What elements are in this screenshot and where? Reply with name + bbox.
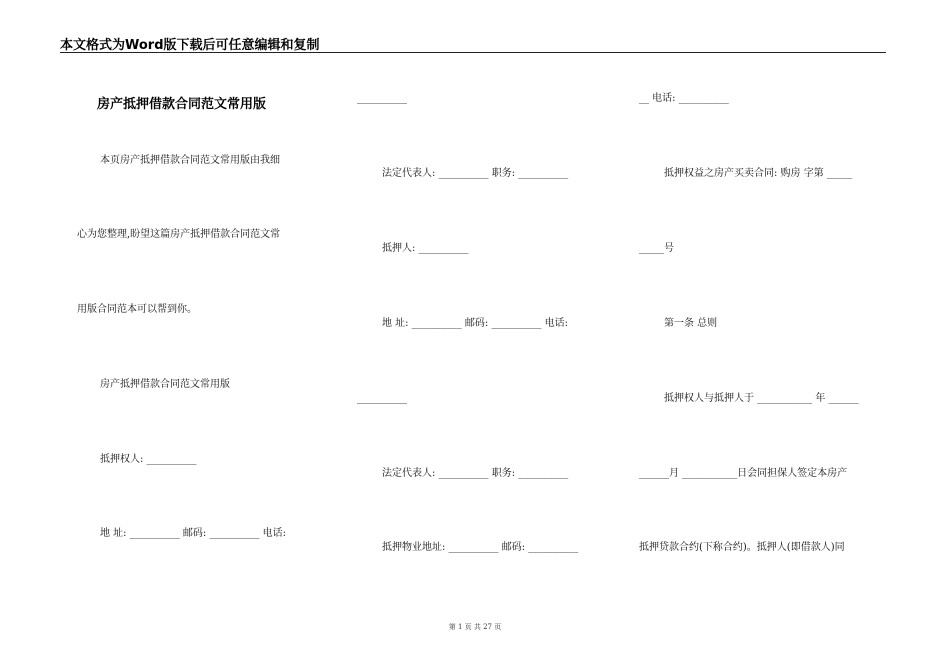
text-line: 第一条 总则: [664, 318, 718, 329]
text-line: ______月 ___________日会同担保人签定本房产: [639, 468, 848, 479]
text-line: __ 电话: __________: [639, 93, 729, 104]
text-line: 法定代表人: __________ 职务: __________: [382, 468, 569, 479]
text-line: 抵押权人与抵押人于 ___________ 年 ______: [664, 393, 859, 404]
text-line: __________: [357, 93, 407, 104]
text-line: 抵押权益之房产买卖合同: 购房 字第 _____: [664, 168, 852, 179]
text-line: 地 址: __________ 邮码: __________ 电话:: [382, 318, 569, 329]
column-1: [0, 0, 340, 672]
column-3: [630, 0, 930, 672]
text-line: 法定代表人: __________ 职务: __________: [382, 168, 569, 179]
page-header-text: 本文格式为Word版下载后可任意编辑和复制: [60, 38, 320, 53]
text-line: 地 址: __________ 邮码: __________ 电话:: [100, 528, 287, 539]
document-title: 房产抵押借款合同范文常用版: [97, 97, 267, 112]
page-number-footer: 第 1 页 共 27 页: [448, 623, 502, 631]
text-line: 心为您整理,盼望这篇房产抵押借款合同范文常: [77, 229, 281, 240]
text-line: 抵押物业地址: __________ 邮码: __________: [382, 542, 579, 553]
text-line: 用版合同范本可以帮到你。: [77, 304, 197, 315]
text-line: 房产抵押借款合同范文常用版: [100, 379, 230, 390]
text-line: 抵押人: __________: [382, 243, 469, 254]
column-2: [340, 0, 630, 672]
text-line: __________: [357, 393, 407, 404]
text-line: _____号: [639, 243, 674, 254]
text-line: 本页房产抵押借款合同范文常用版由我细: [100, 155, 280, 166]
text-line: 抵押贷款合约(下称合约)。抵押人(即借款人)同: [639, 542, 845, 553]
text-line: 抵押权人: __________: [100, 454, 197, 465]
